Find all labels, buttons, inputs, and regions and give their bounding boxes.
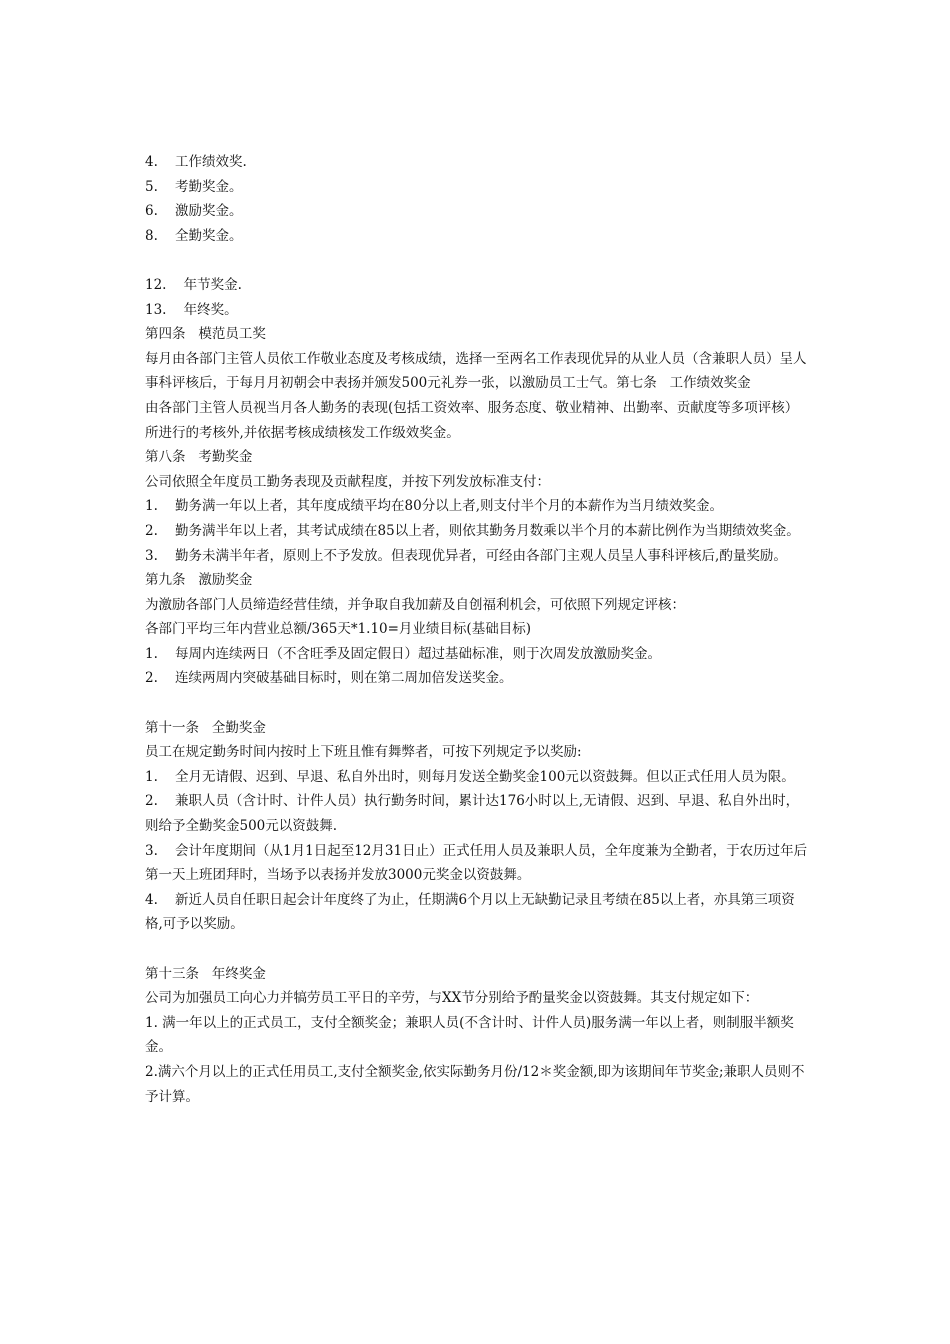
- list-item: 13. 年终奖。: [145, 301, 238, 318]
- formula: 各部门平均三年内营业总额/365天*1.10=月业绩目标(基础目标): [145, 621, 531, 638]
- list-item: 1. 全月无请假、迟到、早退、私自外出时，则每月发送全勤奖金100元以资鼓舞。但以正式任用人员为限。: [145, 768, 795, 785]
- spacer: [145, 937, 810, 962]
- list-item: 2. 连续两周内突破基础目标时，则在第二周加倍发送奖金。: [145, 670, 513, 687]
- list-item: 1. 每周内连续两日（不含旺季及固定假日）超过基础标准，则于次周发放激励奖金。: [145, 645, 662, 662]
- section-heading: 第九条 激励奖金: [145, 572, 253, 589]
- spacer: [145, 248, 810, 273]
- section-heading: 第十三条 年终奖金: [145, 965, 266, 982]
- list-item: 8. 全勤奖金。: [145, 227, 243, 244]
- list-item: 1. 满一年以上的正式员工，支付全额奖金；兼职人员(不含计时、计件人员)服务满一年以上者，则制服半额奖金。: [145, 1014, 794, 1056]
- list-item: 2.满六个月以上的正式任用员工,支付全额奖金,依实际勤务月份/12＊奖金额,即为该期间年节奖金;兼职人员则不予计算。: [145, 1063, 805, 1105]
- list-item: 3. 勤务未满半年者，原则上不予发放。但表现优异者，可经由各部门主观人员呈人事科评核后,酌量奖励。: [145, 547, 787, 564]
- spacer: [145, 691, 810, 716]
- paragraph: 为激励各部门人员缔造经营佳绩，并争取自我加薪及自创福利机会，可依照下列规定评核：: [145, 596, 685, 613]
- list-item: 12. 年节奖金.: [145, 276, 242, 293]
- section-heading: 第十一条 全勤奖金: [145, 719, 266, 736]
- paragraph: 公司依照全年度员工勤务表现及贡献程度，并按下列发放标准支付：: [145, 473, 550, 490]
- paragraph: 员工在规定勤务时间内按时上下班且惟有舞弊者，可按下列规定予以奖励:: [145, 744, 582, 761]
- list-item: 2. 勤务满半年以上者，其考试成绩在85以上者，则依其勤务月数乘以半个月的本薪比例作为当期绩效奖金。: [145, 522, 800, 539]
- paragraph: 每月由各部门主管人员依工作敬业态度及考核成绩，选择一至两名工作表现优异的从业人员（含兼职人员）呈人事科评核后，于每月月初朝会中表扬并颁发500元礼券一张，以激励员工士气。第七条 工作绩效奖金: [145, 350, 807, 392]
- list-item: 4. 新近人员自任职日起会计年度终了为止，任期满6个月以上无缺勤记录且考绩在85以上者，亦具第三项资格,可予以奖励。: [145, 891, 795, 933]
- section-heading: 第八条 考勤奖金: [145, 449, 253, 466]
- section-heading: 第四条 模范员工奖: [145, 326, 266, 343]
- list-item: 5. 考勤奖金。: [145, 178, 243, 195]
- list-item: 1. 勤务满一年以上者，其年度成绩平均在80分以上者,则支付半个月的本薪作为当月绩效奖金。: [145, 498, 724, 515]
- paragraph: 由各部门主管人员视当月各人勤务的表现(包括工资效率、服务态度、敬业精神、出勤率、贡献度等多项评核）所进行的考核外,并依据考核成绩核发工作级效奖金。: [145, 399, 799, 441]
- list-item: 2. 兼职人员（含计时、计件人员）执行勤务时间，累计达176小时以上,无请假、迟到、早退、私自外出时，则给予全勤奖金500元以资鼓舞.: [145, 793, 800, 835]
- list-item: 4. 工作绩效奖.: [145, 154, 247, 170]
- document-page: [145, 150, 810, 1109]
- paragraph: 公司为加强员工向心力并犒劳员工平日的辛劳，与XX节分别给予酌量奖金以资鼓舞。其支付规定如下：: [145, 990, 759, 1007]
- list-item: 6. 激励奖金。: [145, 203, 243, 220]
- list-item: 3. 会计年度期间（从1月1日起至12月31日止）正式任用人员及兼职人员，全年度兼为全勤者，于农历过年后第一天上班团拜时，当场予以表扬并发放3000元奖金以资鼓舞。: [145, 842, 808, 884]
